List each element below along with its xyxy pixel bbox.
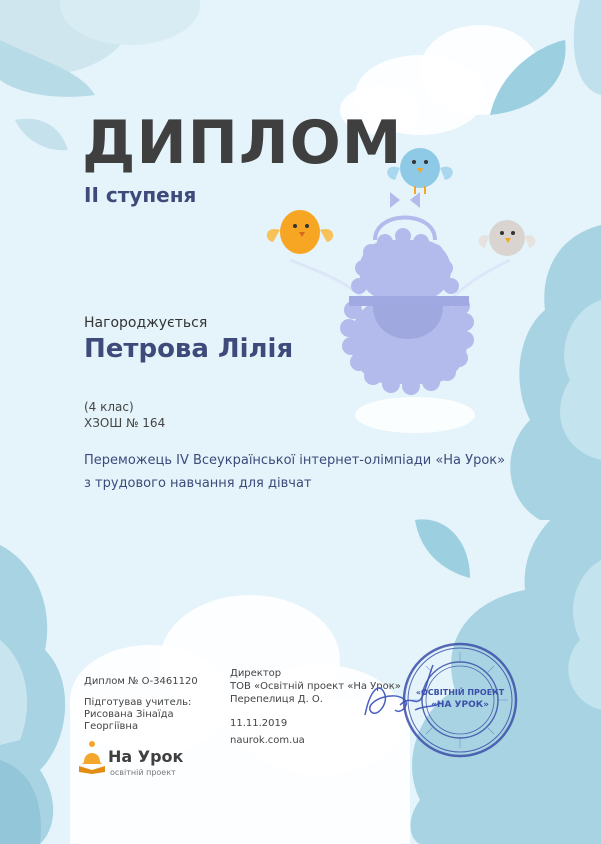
issue-date: 11.11.2019 [230,718,288,729]
small-leaf-icon [15,119,68,150]
recipient-school: ХЗОШ № 164 [84,416,166,430]
recipient-grade: (4 клас) [84,400,134,414]
recipient-name: Петрова Лілія [84,334,294,364]
right-edge-leaf-icon [574,0,601,95]
director-name: Перепелиця Д. О. [230,694,323,705]
teacher-name: Рисована Зінаїда Георгіївна [84,709,174,732]
website-link[interactable]: naurok.com.ua [230,735,305,746]
prepared-label: Підготував учитель: [84,697,192,708]
achievement-text [84,449,544,495]
logo-name: На Урок [108,747,184,766]
bell-book-icon [78,740,106,774]
diploma-degree: ІІ ступеня [84,183,197,207]
achievement-line-2: з трудового навчання для дівчат [84,476,312,491]
director-label: Директор [230,668,282,679]
apron-illustration [255,140,555,410]
diploma-title: ДИПЛОМ [82,108,403,178]
achievement-line-1: Переможець IV Всеукраїнської інтернет-олімпіади «На Урок» [84,453,506,468]
round-seal-icon [400,640,520,760]
logo-subtitle: освітній проект [110,768,176,777]
awarded-label: Нагороджується [84,315,208,331]
stamp-top-text: «ОСВІТНІЙ ПРОЕКТ [415,688,505,697]
organization-name: ТОВ «Освітній проект «На Урок» [230,681,401,692]
diploma-number: Диплом № О-3461120 [84,676,198,687]
stamp-middle-text: «НА УРОК» [431,700,489,710]
bottom-leaf-icon [415,519,470,578]
bird-orange-icon [267,210,333,254]
bird-grey-icon [479,220,536,256]
